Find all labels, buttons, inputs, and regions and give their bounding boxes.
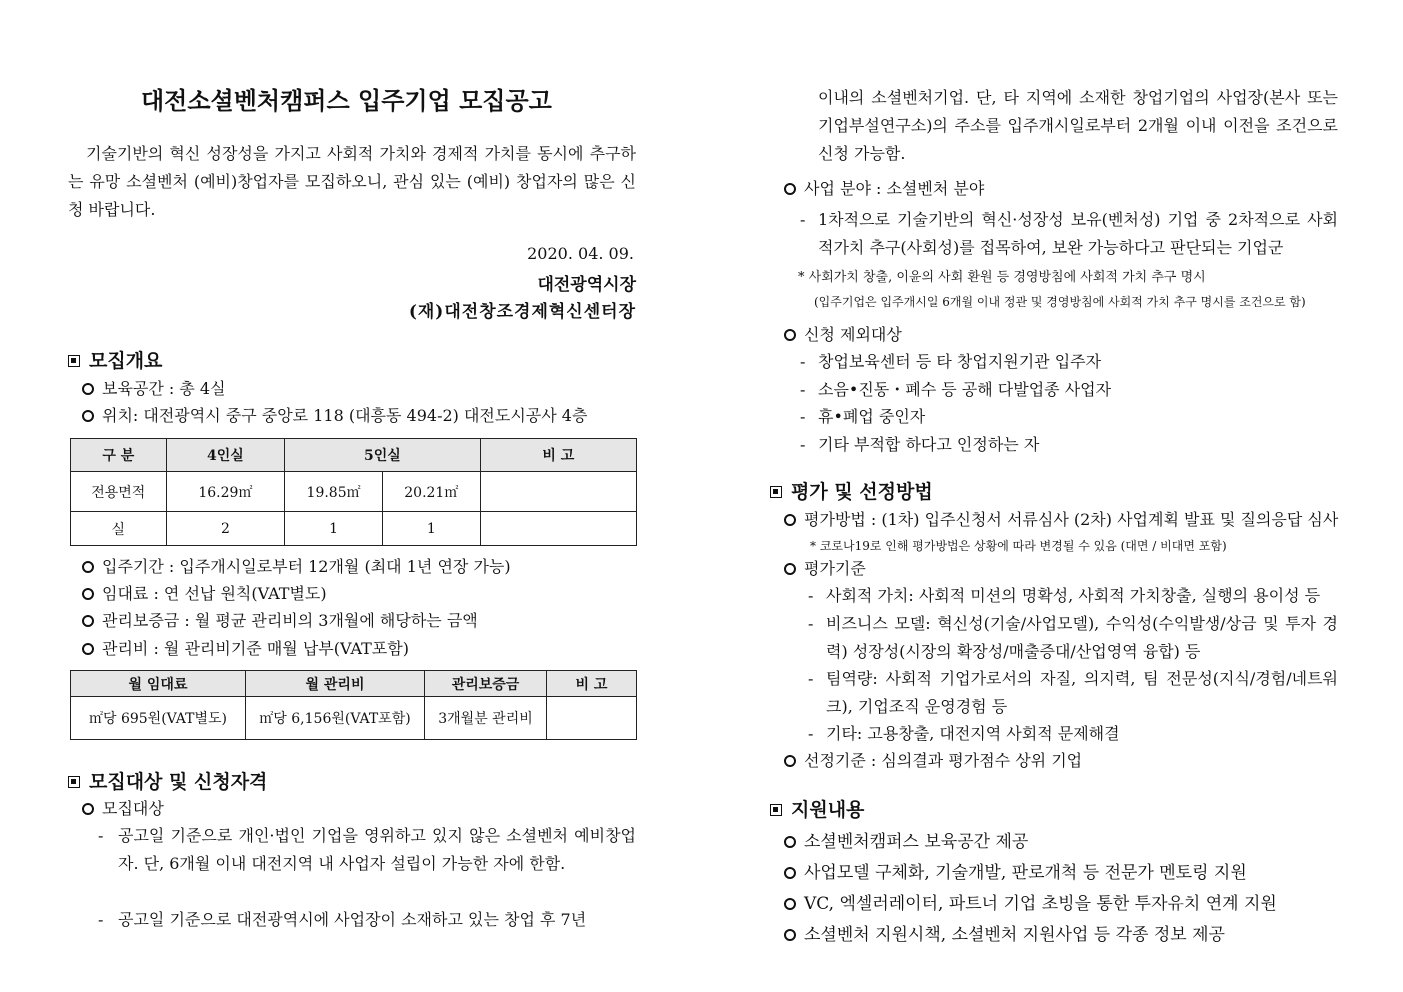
field-description: 1차적으로 기술기반의 혁신·성장성 보유(벤처성) 기업 중 2차적으로 사회적가치 추구(사회성)를 접목하여, 보완 가능하다고 판단되는 기업군 [818,210,1338,257]
table-cell: 1 [382,512,480,546]
exclusion-item: - 소음•진동・폐수 등 공해 다발업종 사업자 [800,380,1112,399]
circle-bullet-icon [82,561,94,573]
evaluation-method [784,510,1338,530]
overview-deposit-text: 관리보증금 : 월 평균 관리비의 3개월에 해당하는 금액 [102,611,478,630]
section-heading-text: 모집개요 [89,350,163,372]
table-cell: ㎡당 695원(VAT별도) [71,697,246,740]
table-cell [547,697,637,740]
dash-mark: - [800,210,806,229]
criteria-item: - 사회적 가치: 사회적 미션의 명확성, 사회적 가치창출, 실행의 용이성 등 [808,586,1321,605]
eligibility-exclusions [784,325,902,345]
table-cell: 실 [71,512,167,546]
notice-date: 2020. 04. 09. [527,244,634,263]
overview-management [82,639,409,659]
page-title: 대전소셜벤처캠퍼스 입주기업 모집공고 [141,87,552,115]
overview-period [82,557,511,577]
issuer-center: (재)대전창조경제혁신센터장 [408,302,636,322]
overview-deposit [82,611,478,631]
support-item-text: 사업모델 구체화, 기술개발, 판로개척 등 전문가 멘토링 지원 [804,863,1247,883]
exclusion-item: - 기타 부적합 하다고 인정하는 자 [800,435,1040,454]
overview-period-text: 입주기간 : 입주개시일로부터 12개월 (최대 1년 연장 가능) [102,557,511,576]
eligibility-field-text: 사업 분야 : 소셜벤처 분야 [804,179,985,198]
circle-bullet-icon [784,898,796,910]
section-heading-evaluation [770,480,933,504]
eligibility-field [784,179,984,199]
issuer-mayor: 대전광역시장 [537,275,636,295]
circle-bullet-icon [82,588,94,600]
eligibility-item-2: 공고일 기준으로 대전광역시에 사업장이 소재하고 있는 창업 후 7년 [118,910,587,929]
section-heading-overview [68,349,162,373]
eligibility-item-1: 공고일 기준으로 개인·법인 기업을 영위하고 있지 않은 소셜벤처 예비창업자. 단, 6개월 이내 대전지역 내 사업자 설립이 가능한 자에 한함. [118,826,636,873]
evaluation-criteria [784,559,866,579]
table-row [71,472,637,512]
field-note-1: * 사회가치 창출, 이윤의 사회 환원 등 경영방침에 사회적 가치 추구 명시 [798,270,1206,285]
space-table [70,438,637,546]
circle-bullet-icon [784,183,796,195]
field-note-2: (입주기업은 입주개시일 6개월 이내 정관 및 경영방침에 사회적 가치 추구 명시를 조건으로 함) [814,295,1306,309]
support-item [784,894,1277,914]
section-heading-text: 평가 및 선정방법 [791,481,933,503]
exclusion-item: - 휴•폐업 중인자 [800,407,926,426]
criteria-item-team: 팀역량: 사회적 기업가로서의 자질, 의지력, 팀 전문성(지식/경험/네트워크), 기업조직 운영경험 등 [826,669,1338,716]
support-item-text: VC, 엑셀러레이터, 파트너 기업 초빙을 통한 투자유치 연계 지원 [804,894,1277,914]
table-header-cell: 월 임대료 [71,671,246,697]
table-cell: 3개월분 관리비 [425,697,547,740]
circle-bullet-icon [784,755,796,767]
circle-bullet-icon [784,329,796,341]
overview-space-text: 보육공간 : 총 4실 [102,379,226,398]
overview-rent [82,584,327,604]
dash-mark: - [98,910,104,929]
criteria-item-business: 비즈니스 모델: 혁신성(기술/사업모델), 수익성(수익발생/상금 및 투자 경력) 성장성(시장의 확장성/매출증대/산업영역 융합) 등 [826,614,1338,661]
overview-location [82,406,587,426]
table-cell [480,472,636,512]
eligibility-item-2-continued: 이내의 소셜벤처기업. 단, 타 지역에 소재한 창업기업의 사업장(본사 또는 기업부설연구소)의 주소를 입주개시일로부터 2개월 이내 이전을 조건으로 신청 가능함. [818,88,1338,163]
square-bullet-icon [770,804,782,816]
exclusion-item-text: 휴•폐업 중인자 [818,407,926,426]
circle-bullet-icon [784,929,796,941]
table-cell [480,512,636,546]
table-row [71,697,637,740]
circle-bullet-icon [784,514,796,526]
section-heading-eligibility [68,770,267,794]
exclusion-item-text: 창업보육센터 등 타 창업지원기관 입주자 [818,352,1102,371]
circle-bullet-icon [82,410,94,422]
dash-mark: - [98,826,104,845]
circle-bullet-icon [82,383,94,395]
circle-bullet-icon [784,867,796,879]
table-cell: 20.21㎡ [382,472,480,512]
circle-bullet-icon [82,803,94,815]
section-heading-text: 모집대상 및 신청자격 [89,771,268,793]
table-cell: 19.85㎡ [285,472,383,512]
exclusion-item-text: 소음•진동・폐수 등 공해 다발업종 사업자 [818,380,1112,399]
dash-mark: - [808,669,814,688]
circle-bullet-icon [784,563,796,575]
square-bullet-icon [770,486,782,498]
table-header-cell: 월 관리비 [246,671,425,697]
section-heading-text: 지원내용 [791,799,865,821]
table-cell: 1 [285,512,383,546]
table-cell: 전용면적 [71,472,167,512]
overview-rent-text: 임대료 : 연 선납 원칙(VAT별도) [102,584,327,603]
table-header-cell: 4인실 [166,439,285,472]
evaluation-method-text: 평가방법 : (1차) 입주신청서 서류심사 (2차) 사업계획 발표 및 질의응답 심사 [804,510,1339,529]
evaluation-criteria-text: 평가기준 [804,559,866,578]
dash-mark: - [808,614,814,633]
criteria-item-text: 사회적 가치: 사회적 미션의 명확성, 사회적 가치창출, 실행의 용이성 등 [826,586,1321,605]
eligibility-exclusions-text: 신청 제외대상 [804,325,902,344]
table-header-cell: 5인실 [285,439,480,472]
circle-bullet-icon [784,836,796,848]
exclusion-item: - 창업보육센터 등 타 창업지원기관 입주자 [800,352,1102,371]
table-header-cell: 비 고 [480,439,636,472]
criteria-item-text: 기타: 고용창출, 대전지역 사회적 문제해결 [826,724,1120,743]
support-item [784,863,1247,883]
selection-criteria [784,751,1082,771]
exclusion-item-text: 기타 부적합 하다고 인정하는 자 [818,435,1040,454]
intro-paragraph: 기술기반의 혁신 성장성을 가지고 사회적 가치와 경제적 가치를 동시에 추구하는 유망 소셜벤처 (예비)창업자를 모집하오니, 관심 있는 (예비) 창업자의 많은 신청 바랍니다. [68,144,636,219]
table-header-row [71,439,637,472]
evaluation-note: * 코로나19로 인해 평가방법은 상황에 따라 변경될 수 있음 (대면 / 비대면 포함) [810,539,1227,553]
support-item-text: 소셜벤처캠퍼스 보육공간 제공 [804,832,1029,852]
overview-location-text: 위치: 대전광역시 중구 중앙로 118 (대흥동 494-2) 대전도시공사 4층 [102,406,588,425]
table-header-row [71,671,637,697]
table-header-cell: 비 고 [547,671,637,697]
fee-table [70,670,637,740]
eligibility-target-text: 모집대상 [102,799,164,818]
table-cell: 2 [166,512,285,546]
table-cell: ㎡당 6,156원(VAT포함) [246,697,425,740]
circle-bullet-icon [82,643,94,655]
square-bullet-icon [68,776,80,788]
table-row [71,512,637,546]
section-heading-support [770,798,864,822]
selection-criteria-text: 선정기준 : 심의결과 평가점수 상위 기업 [804,751,1083,770]
support-item-text: 소셜벤처 지원시책, 소셜벤처 지원사업 등 각종 정보 제공 [804,925,1225,945]
criteria-item: - 기타: 고용창출, 대전지역 사회적 문제해결 [808,724,1120,743]
support-item [784,832,1028,852]
support-item [784,925,1225,945]
overview-management-text: 관리비 : 월 관리비기준 매월 납부(VAT포함) [102,639,409,658]
overview-space [82,379,226,399]
table-header-cell: 관리보증금 [425,671,547,697]
eligibility-target [82,799,164,819]
table-header-cell: 구 분 [71,439,167,472]
table-cell: 16.29㎡ [166,472,285,512]
square-bullet-icon [68,355,80,367]
circle-bullet-icon [82,615,94,627]
